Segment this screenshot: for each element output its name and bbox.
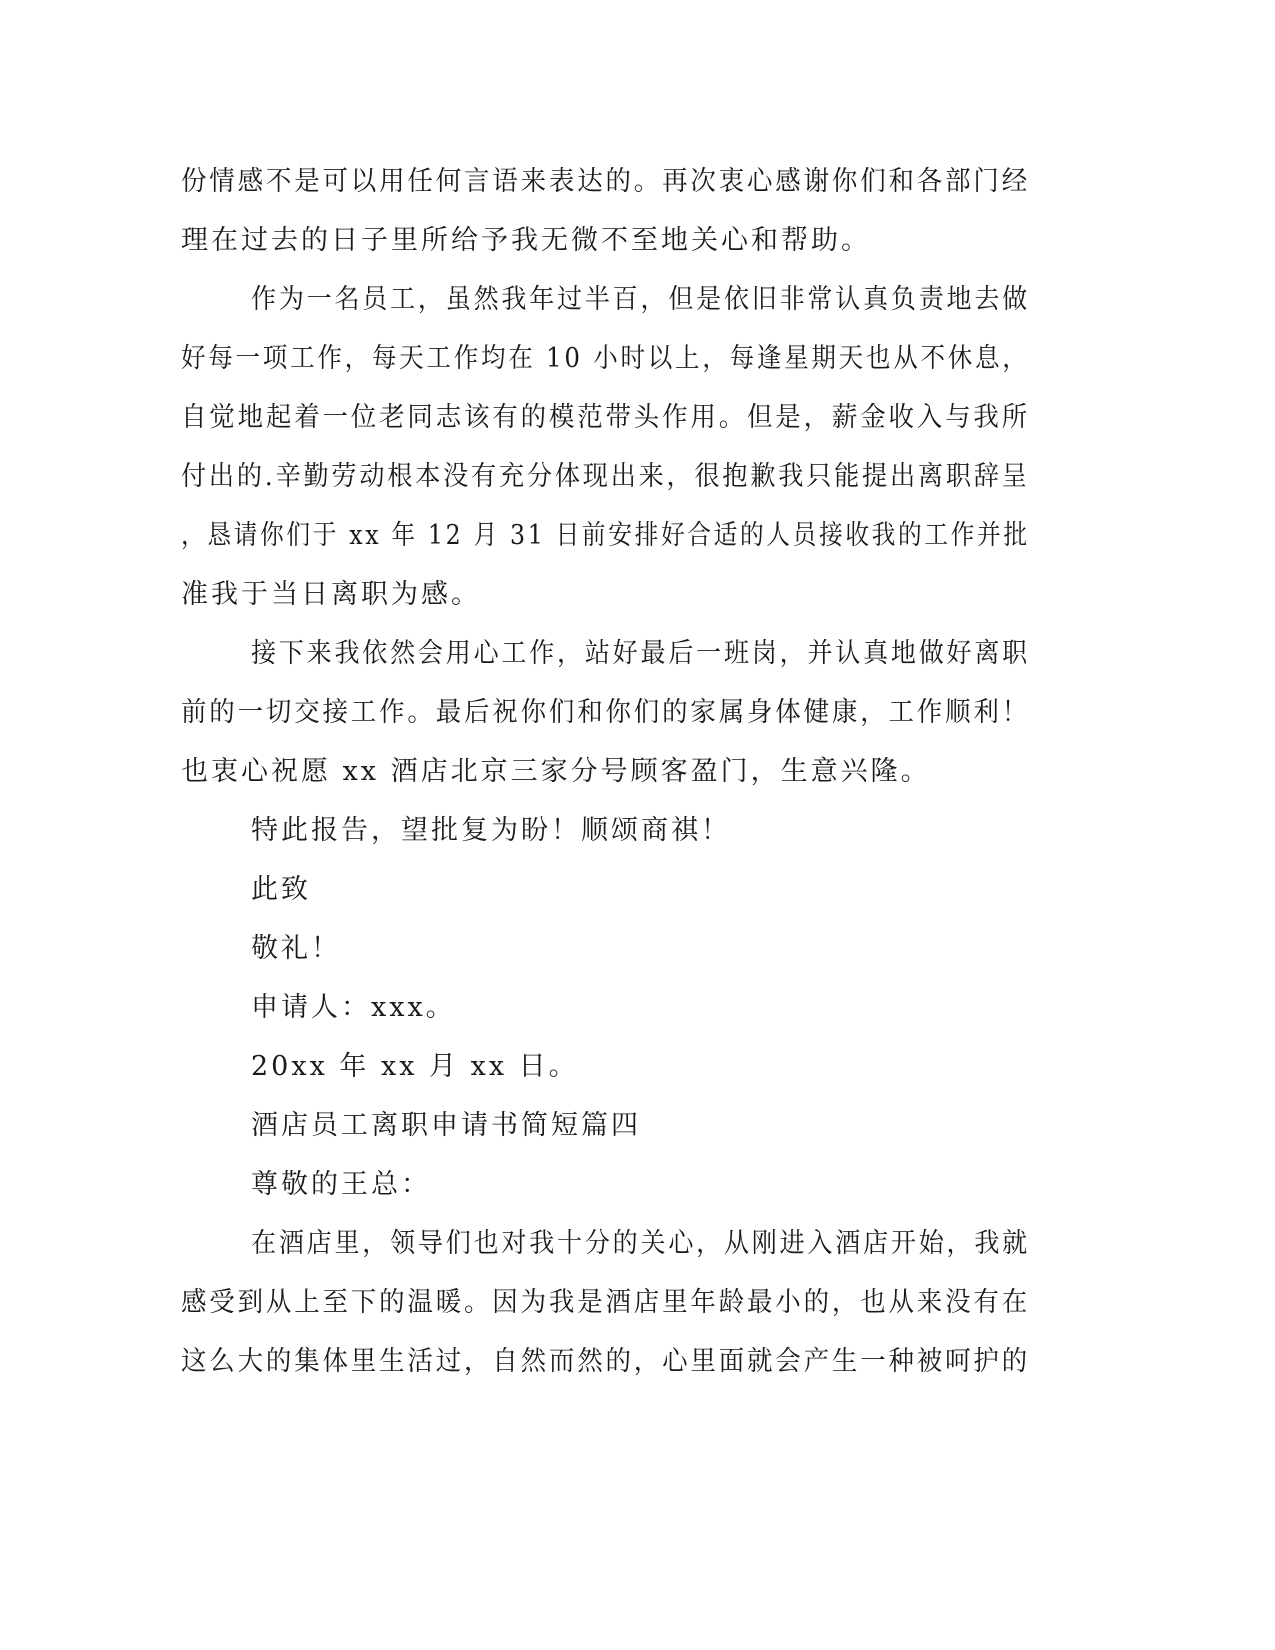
line-text: 申请人：xxx。 (251, 992, 456, 1023)
text-line (0, 506, 1275, 566)
line-text: 作为一名员工，虽然我年过半百，但是依旧非常认真负责地去做 (251, 284, 1030, 315)
text-line (0, 1037, 1275, 1097)
line-text: 20xx 年 xx 月 xx 日。 (251, 1051, 579, 1082)
line-text: ，恳请你们于 xx 年 12 月 31 日前安排好合适的人员接收我的工作并批 (181, 520, 1030, 551)
text-line (0, 565, 1275, 625)
text-line (0, 211, 1275, 271)
text-line (0, 919, 1275, 979)
line-text: 这么大的集体里生活过，自然而然的，心里面就会产生一种被呵护的 (181, 1346, 1030, 1377)
line-text: 理在过去的日子里所给予我无微不至地关心和帮助。 (181, 225, 871, 256)
text-line (0, 152, 1275, 212)
text-line (0, 860, 1275, 920)
line-text: 此致 (251, 874, 311, 905)
text-line (0, 1096, 1275, 1156)
line-text: 酒店员工离职申请书简短篇四 (251, 1110, 641, 1141)
text-line (0, 978, 1275, 1038)
text-line (0, 801, 1275, 861)
line-text: 也衷心祝愿 xx 酒店北京三家分号顾客盈门，生意兴隆。 (181, 756, 931, 787)
text-line (0, 683, 1275, 743)
line-text: 自觉地起着一位老同志该有的模范带头作用。但是，薪金收入与我所 (181, 402, 1030, 433)
text-line (0, 1332, 1275, 1392)
line-text: 接下来我依然会用心工作，站好最后一班岗，并认真地做好离职 (251, 638, 1030, 669)
text-line (0, 1273, 1275, 1333)
line-text: 准我于当日离职为感。 (181, 579, 481, 610)
line-text: 敬礼！ (251, 933, 341, 964)
text-line (0, 624, 1275, 684)
text-line (0, 388, 1275, 448)
text-line (0, 742, 1275, 802)
text-line (0, 1155, 1275, 1215)
text-line (0, 1214, 1275, 1274)
line-text: 好每一项工作，每天工作均在 10 小时以上，每逢星期天也从不休息， (181, 343, 1030, 374)
line-text: 份情感不是可以用任何言语来表达的。再次衷心感谢你们和各部门经 (181, 166, 1030, 197)
line-text: 付出的.辛勤劳动根本没有充分体现出来，很抱歉我只能提出离职辞呈 (181, 461, 1030, 492)
line-text: 尊敬的王总： (251, 1169, 431, 1200)
line-text: 前的一切交接工作。最后祝你们和你们的家属身体健康，工作顺利！ (181, 697, 1030, 728)
text-line (0, 447, 1275, 507)
line-text: 在酒店里，领导们也对我十分的关心，从刚进入酒店开始，我就 (251, 1228, 1030, 1259)
line-text: 特此报告，望批复为盼！顺颂商祺！ (251, 815, 731, 846)
text-line (0, 329, 1275, 389)
line-text: 感受到从上至下的温暖。因为我是酒店里年龄最小的，也从来没有在 (181, 1287, 1030, 1318)
text-line (0, 270, 1275, 330)
